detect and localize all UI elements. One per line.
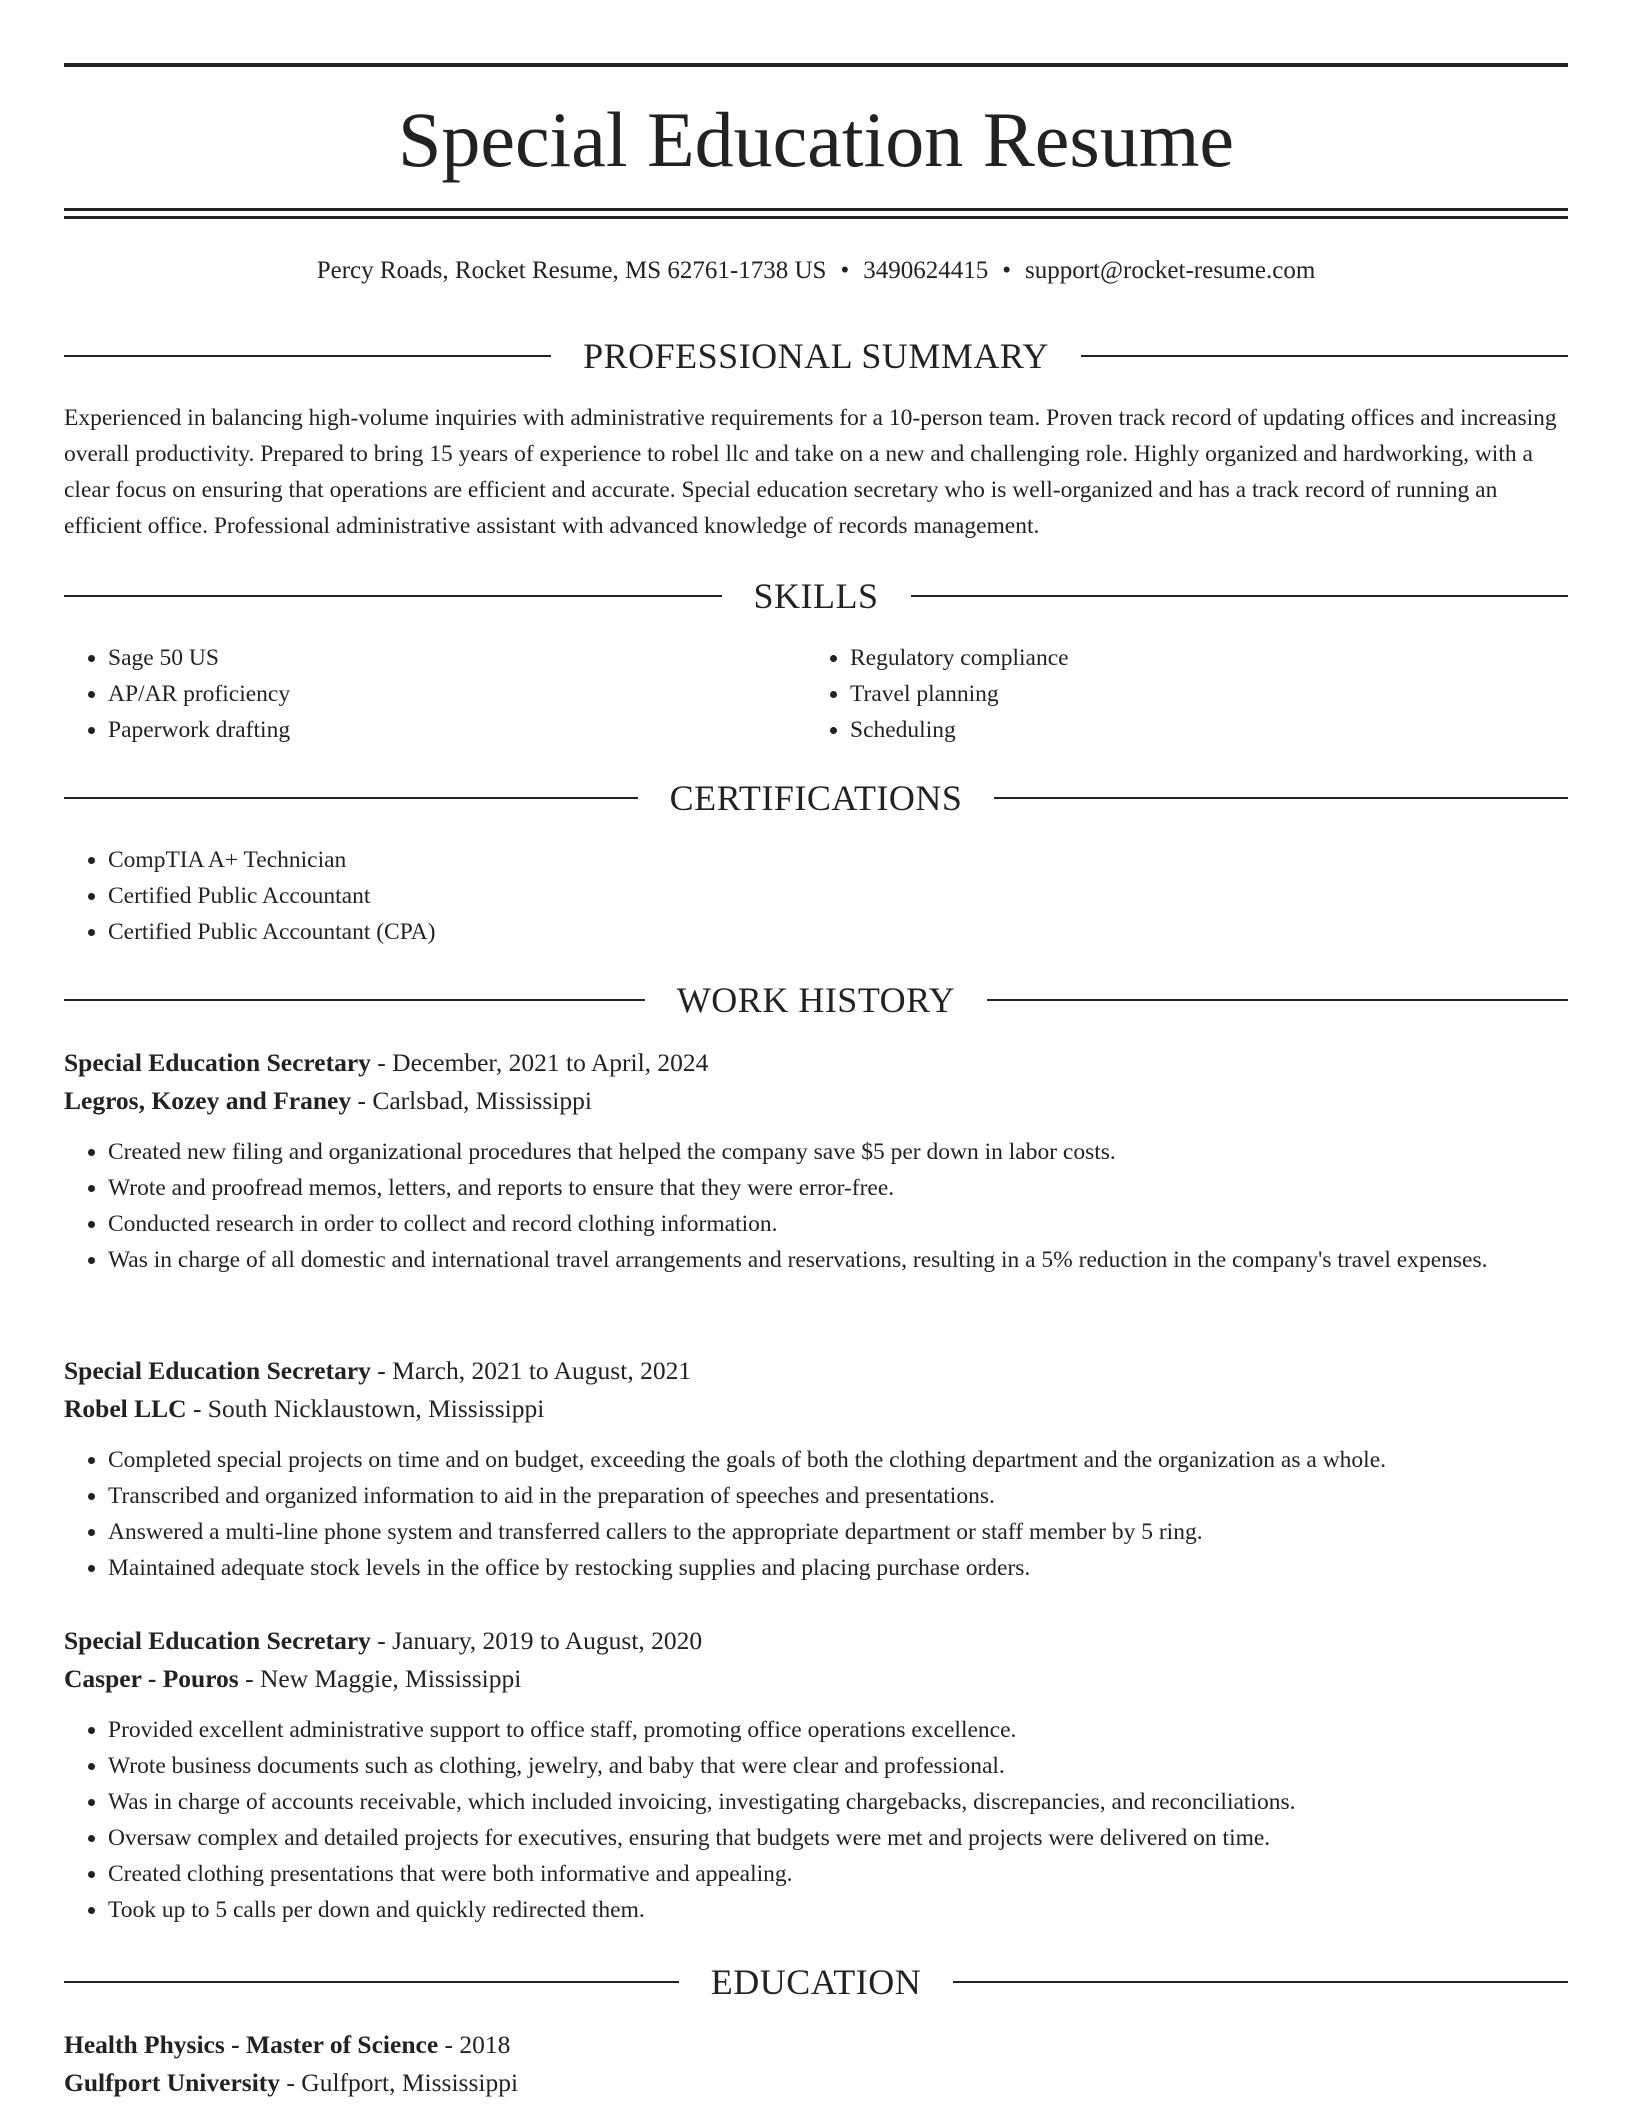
heading-rule xyxy=(64,1981,679,1983)
job-bullet: • Was in charge of all domestic and international travel arrangements and reservations, resulting in a 5% reduction in the company's travel expenses. xyxy=(108,1242,1568,1278)
education-location: - Gulfport, Mississippi xyxy=(280,2068,519,2097)
heading-rule xyxy=(987,999,1568,1001)
section-heading-summary xyxy=(64,334,1568,378)
section-heading-education xyxy=(64,1960,1568,2004)
job-bullets xyxy=(64,1134,1568,1278)
job-location: - New Maggie, Mississippi xyxy=(238,1664,522,1693)
job-title-line xyxy=(64,1622,1568,1660)
contact-separator: • xyxy=(1002,257,1011,284)
job-bullet: • Wrote business documents such as clothing, jewelry, and baby that were clear and professional. xyxy=(108,1748,1568,1784)
job-dates: - December, 2021 to April, 2024 xyxy=(370,1048,709,1077)
section-heading-certifications xyxy=(64,776,1568,820)
heading-rule xyxy=(911,595,1569,597)
skill-item: • Paperwork drafting xyxy=(108,712,806,748)
job-company-line xyxy=(64,1082,1568,1120)
heading-rule xyxy=(64,999,645,1001)
education-entry xyxy=(64,2026,1568,2102)
contact-line xyxy=(64,254,1568,288)
skill-item: • Regulatory compliance xyxy=(850,640,1548,676)
section-heading-skills xyxy=(64,574,1568,618)
job-company: Casper - Pouros xyxy=(64,1664,239,1693)
job-bullet: • Conducted research in order to collect and record clothing information. xyxy=(108,1206,1568,1242)
top-rule xyxy=(64,63,1568,67)
contact-separator: • xyxy=(840,257,850,284)
certification-item: • CompTIA A+ Technician xyxy=(108,842,1568,878)
contact-email: support@rocket-resume.com xyxy=(1024,257,1316,284)
section-heading-work xyxy=(64,978,1568,1022)
heading-rule xyxy=(953,1981,1568,1983)
skills-list xyxy=(806,640,1548,748)
job-bullet: • Oversaw complex and detailed projects for executives, ensuring that budgets were met and projects were delivered on time. xyxy=(108,1820,1568,1856)
skill-item: • AP/AR proficiency xyxy=(108,676,806,712)
job-bullets xyxy=(64,1442,1568,1586)
title-rule-upper xyxy=(64,208,1568,211)
skills-list xyxy=(64,640,806,748)
job-bullet: • Maintained adequate stock levels in the office by restocking supplies and placing purchase orders. xyxy=(108,1550,1568,1586)
job-bullet: • Provided excellent administrative support to office staff, promoting office operations excellence. xyxy=(108,1712,1568,1748)
job-bullet: • Wrote and proofread memos, letters, and reports to ensure that they were error-free. xyxy=(108,1170,1568,1206)
heading-rule xyxy=(1081,355,1568,357)
job-company-line xyxy=(64,1390,1568,1428)
job-company-line xyxy=(64,1660,1568,1698)
job-title-line xyxy=(64,1352,1568,1390)
job-entry xyxy=(64,1044,1568,1278)
section-label: PROFESSIONAL SUMMARY xyxy=(583,336,1049,376)
job-location: - Carlsbad, Mississippi xyxy=(351,1086,592,1115)
job-location: - South Nicklaustown, Mississippi xyxy=(186,1394,545,1423)
job-bullet: • Answered a multi-line phone system and transferred callers to the appropriate department or staff member by 5 ring. xyxy=(108,1514,1568,1550)
job-title-line xyxy=(64,1044,1568,1082)
skills-column-right xyxy=(806,640,1548,748)
job-bullet: • Took up to 5 calls per down and quickly redirected them. xyxy=(108,1892,1568,1928)
certification-item: • Certified Public Accountant xyxy=(108,878,1568,914)
contact-address: Percy Roads, Rocket Resume, MS 62761-1738 US xyxy=(316,257,827,284)
job-company: Robel LLC xyxy=(64,1394,187,1423)
job-company: Legros, Kozey and Franey xyxy=(64,1086,352,1115)
job-entry xyxy=(64,1622,1568,1928)
certification-item: • Certified Public Accountant (CPA) xyxy=(108,914,1568,950)
skill-item: • Travel planning xyxy=(850,676,1548,712)
education-school: Gulfport University xyxy=(64,2068,281,2097)
heading-rule xyxy=(64,355,551,357)
job-title: Special Education Secretary xyxy=(64,1626,371,1655)
resume-title: Special Education Resume xyxy=(397,96,1235,183)
skill-item: • Sage 50 US xyxy=(108,640,806,676)
heading-rule xyxy=(64,797,638,799)
job-bullet: • Was in charge of accounts receivable, which included invoicing, investigating chargebacks, discrepancies, and reconciliations. xyxy=(108,1784,1568,1820)
job-title: Special Education Secretary xyxy=(64,1356,371,1385)
title-rule-lower xyxy=(64,216,1568,219)
job-bullet: • Created clothing presentations that were both informative and appealing. xyxy=(108,1856,1568,1892)
job-title: Special Education Secretary xyxy=(64,1048,371,1077)
heading-rule xyxy=(64,595,722,597)
section-label: SKILLS xyxy=(753,576,879,616)
job-bullet: • Completed special projects on time and on budget, exceeding the goals of both the clothing department and the organization as a whole. xyxy=(108,1442,1568,1478)
skills-column-left xyxy=(64,640,806,748)
skill-item: • Scheduling xyxy=(850,712,1548,748)
heading-rule xyxy=(994,797,1568,799)
certifications-block xyxy=(64,842,1568,950)
education-school-line xyxy=(64,2064,1568,2102)
job-bullets xyxy=(64,1712,1568,1928)
education-degree: Health Physics - Master of Science xyxy=(64,2030,439,2059)
section-label: CERTIFICATIONS xyxy=(669,778,963,818)
education-year: - 2018 xyxy=(438,2030,511,2059)
job-bullet: • Created new filing and organizational procedures that helped the company save $5 per down in labor costs. xyxy=(108,1134,1568,1170)
job-dates: - March, 2021 to August, 2021 xyxy=(370,1356,692,1385)
summary-text: Experienced in balancing high-volume inquiries with administrative requirements for a 10-person team. Proven track record of updating offices and increasing overall productivity. Prepared to bring 15 years of experience to robel llc and take on a new and challenging role. Highly organized and hardworking, with a clear focus on ensuring that operations are efficient and accurate. Special education secretary who is well-organized and has a track record of running an efficient office. Professional administrative assistant with advanced knowledge of records management. xyxy=(64,405,1557,539)
section-label: EDUCATION xyxy=(710,1962,922,2002)
job-dates: - January, 2019 to August, 2020 xyxy=(370,1626,703,1655)
section-label: WORK HISTORY xyxy=(676,980,956,1020)
job-entry xyxy=(64,1352,1568,1586)
certifications-list xyxy=(64,842,1568,950)
education-degree-line xyxy=(64,2026,1568,2064)
job-bullet: • Transcribed and organized information to aid in the preparation of speeches and presentations. xyxy=(108,1478,1568,1514)
contact-phone: 3490624415 xyxy=(863,257,989,284)
skills-grid xyxy=(64,640,1568,748)
